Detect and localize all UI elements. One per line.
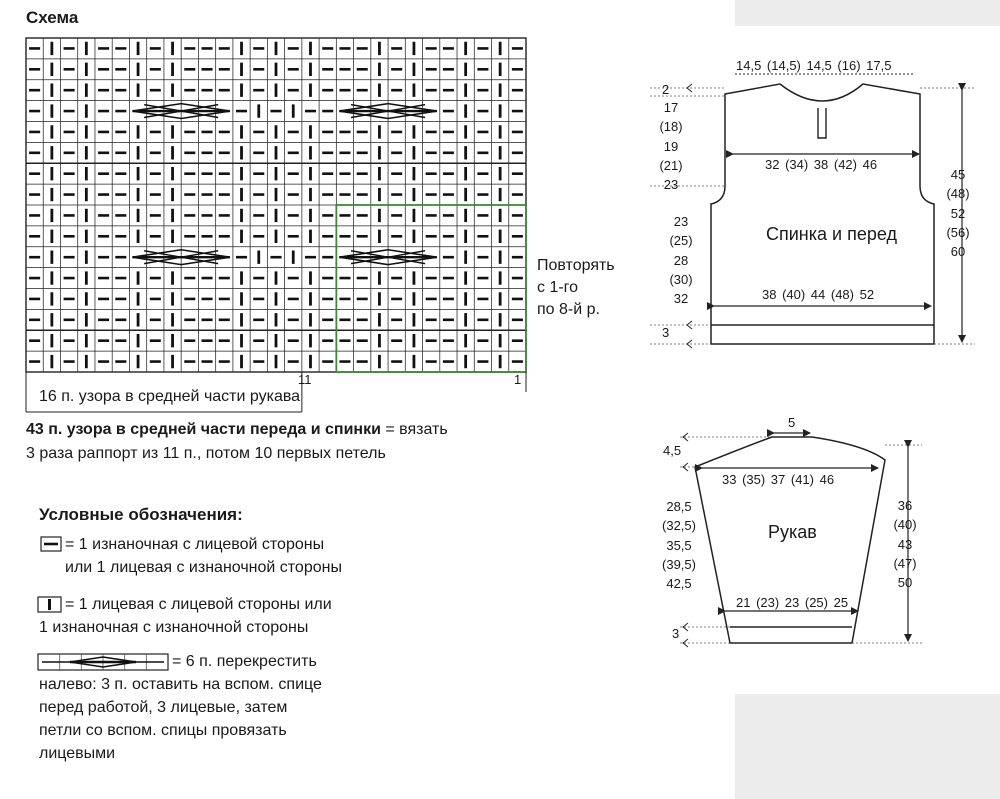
sleeve-side-height-3: (39,5) — [662, 556, 696, 572]
body-hem-width: 38 (40) 44 (48) 52 — [762, 287, 875, 302]
legend-cross-line-5: лицевыми — [39, 745, 116, 762]
sleeve-total-height-2: 43 — [897, 536, 913, 552]
repeat-note-line-3: по 8-й р. — [537, 301, 600, 318]
armhole-height-2: 19 — [663, 138, 679, 154]
sleeve-label: Рукав — [768, 522, 817, 542]
side-height-3: (30) — [669, 271, 693, 287]
sleeve-side-height-1: (32,5) — [662, 518, 696, 534]
armhole-height-0: 17 — [663, 100, 679, 115]
armhole-heights — [650, 98, 692, 194]
instructions-bold: 43 п. узора в средней части переда и спинки — [26, 421, 381, 438]
sleeve-side-heights — [655, 497, 703, 593]
repeat-note-line-1: Повторять — [537, 257, 615, 274]
sleeve-pattern-label: 16 п. узора в средней части рукава — [39, 388, 301, 405]
page-title: Схема — [26, 8, 79, 27]
total-height-4: 60 — [950, 244, 966, 260]
instructions-line-2: 3 раза раппорт из 11 п., потом 10 первых петель — [26, 445, 386, 462]
side-height-2: 28 — [673, 252, 689, 268]
body-chest-width: 32 (34) 38 (42) 46 — [765, 157, 878, 172]
total-height-2: 52 — [950, 205, 966, 221]
body-top-widths: 14,5 (14,5) 14,5 (16) 17,5 — [736, 58, 892, 73]
body-top-offset: 2 — [662, 82, 670, 97]
legend-purl-text — [65, 533, 342, 579]
total-height-3: (56) — [946, 224, 970, 240]
side-height-4: 32 — [673, 291, 689, 307]
legend-cross-line-4: петли со вспом. спицы провязать — [39, 722, 287, 739]
sleeve-cap-height: 4,5 — [663, 443, 682, 458]
side-height-0: 23 — [673, 214, 689, 229]
sleeve-side-height-0: 28,5 — [666, 499, 692, 514]
total-height-0: 45 — [950, 167, 966, 182]
sleeve-lower-width: 21 (23) 23 (25) 25 — [736, 595, 849, 610]
sleeve-side-height-2: 35,5 — [666, 537, 692, 553]
sleeve-upper-width: 33 (35) 37 (41) 46 — [722, 472, 835, 487]
column-marker-11: 11 — [298, 372, 312, 387]
sleeve-total-height-1: (40) — [893, 517, 917, 533]
body-hem-band: 3 — [662, 325, 670, 340]
armhole-height-3: (21) — [659, 157, 683, 173]
sleeve-total-height-0: 36 — [897, 498, 913, 513]
column-marker-1: 1 — [514, 372, 522, 387]
legend-cross-line-3: перед работой, 3 лицевые, затем — [39, 699, 288, 716]
legend-cross-line-1: = 6 п. перекрестить — [172, 653, 317, 670]
armhole-height-4: 23 — [663, 177, 679, 193]
armhole-height-1: (18) — [659, 119, 683, 135]
sleeve-cap-top: 5 — [788, 415, 796, 430]
repeat-note — [537, 255, 615, 321]
side-height-1: (25) — [669, 233, 693, 249]
sleeve-total-height-4: 50 — [897, 575, 913, 591]
sleeve-total-height-3: (47) — [893, 555, 917, 571]
purl-symbol — [41, 537, 61, 551]
body-total-heights — [938, 165, 978, 261]
legend-title: Условные обозначения: — [39, 505, 243, 524]
legend-cross-line-2: налево: 3 п. оставить на вспом. спице — [39, 676, 322, 693]
body-outline — [711, 84, 934, 344]
sleeve-cuff-band: 3 — [672, 626, 680, 641]
sleeve-side-height-4: 42,5 — [666, 576, 692, 592]
instructions-rest: = вязать — [380, 421, 448, 438]
legend-purl-line-2: или 1 лицевая с изнаночной стороны — [65, 559, 342, 576]
legend-knit-text — [39, 593, 332, 639]
body-label: Спинка и перед — [766, 224, 897, 244]
legend-cross-text — [39, 650, 322, 765]
side-heights — [660, 212, 702, 308]
legend-knit-line-2: 1 изнаночная с изнаночной стороны — [39, 619, 309, 636]
repeat-note-line-2: с 1-го — [537, 279, 579, 296]
sleeve-total-heights — [883, 496, 927, 592]
legend-purl-line-1: = 1 изнаночная с лицевой стороны — [65, 536, 325, 553]
legend-knit-line-1: = 1 лицевая с лицевой стороны или — [65, 596, 332, 613]
total-height-1: (48) — [946, 186, 970, 202]
